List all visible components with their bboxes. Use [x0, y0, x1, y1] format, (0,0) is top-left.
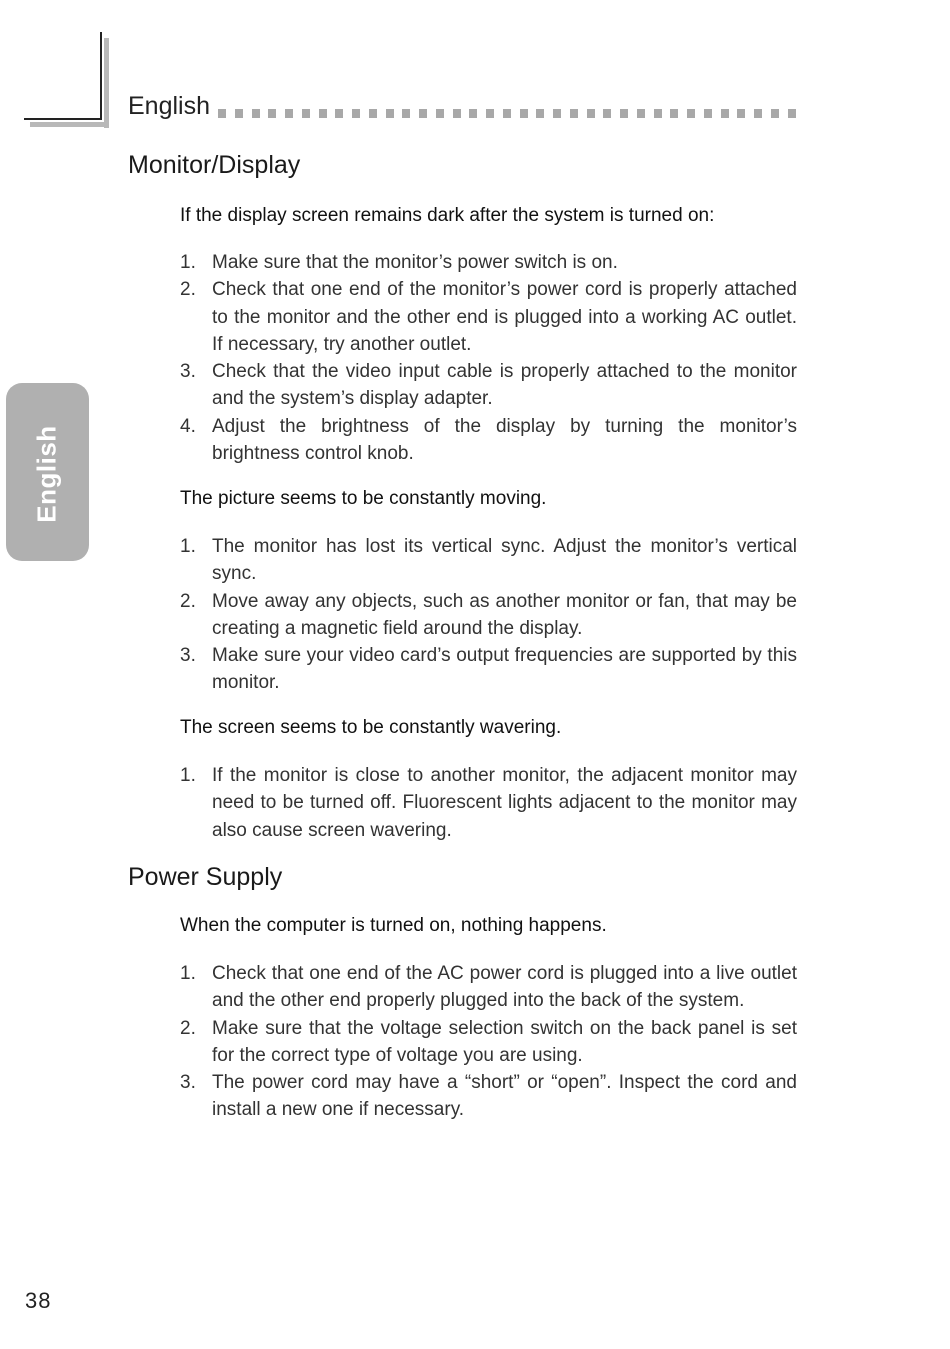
- dot: [670, 109, 678, 118]
- dot: [553, 109, 561, 118]
- list-item: [180, 358, 797, 413]
- dot: [788, 109, 796, 118]
- dot: [319, 109, 327, 118]
- item-number: 3.: [180, 645, 196, 667]
- list-item: [180, 762, 797, 844]
- list-item: [180, 960, 797, 1015]
- dot: [570, 109, 578, 118]
- steps-nothing-happens: [180, 960, 797, 1124]
- item-text: Check that the video input cable is properly attached to the monitor and the system’s display adapter.: [212, 361, 797, 410]
- dot: [453, 109, 461, 118]
- item-text: Make sure that the voltage selection switch on the back panel is set for the correct type of voltage you are using.: [212, 1017, 797, 1066]
- dot: [235, 109, 243, 118]
- dot: [252, 109, 260, 118]
- subheading-nothing-happens: When the computer is turned on, nothing happens.: [180, 915, 607, 936]
- dot: [436, 109, 444, 118]
- item-text: Check that one end of the AC power cord is plugged into a live outlet and the other end properly plugged into the back of the system.: [212, 963, 797, 1012]
- dot: [335, 109, 343, 118]
- dot: [402, 109, 410, 118]
- list-item: [180, 588, 797, 643]
- item-number: 3.: [180, 361, 196, 383]
- dot: [704, 109, 712, 118]
- dot: [302, 109, 310, 118]
- side-tab-label: English: [31, 425, 62, 523]
- item-number: 1.: [180, 252, 196, 273]
- dot: [469, 109, 477, 118]
- dot: [218, 109, 226, 118]
- dot: [419, 109, 427, 118]
- dot: [637, 109, 645, 118]
- steps-screen-wavering: [180, 762, 797, 844]
- dot: [386, 109, 394, 118]
- item-number: 2.: [180, 590, 196, 612]
- section-title-monitor-display: Monitor/Display: [128, 151, 301, 179]
- item-text: Adjust the brightness of the display by turning the monitor’s brightness control knob.: [212, 415, 797, 465]
- dot: [352, 109, 360, 118]
- dot: [771, 109, 779, 118]
- dot: [536, 109, 544, 118]
- dot: [587, 109, 595, 118]
- dot: [603, 109, 611, 118]
- dot: [620, 109, 628, 118]
- list-item: [180, 642, 797, 697]
- subheading-picture-moving: The picture seems to be constantly moving.: [180, 488, 547, 509]
- header-dotted-rule: [218, 109, 796, 118]
- steps-dark-screen: [180, 249, 797, 467]
- dot: [654, 109, 662, 118]
- item-number: 2.: [180, 279, 196, 301]
- list-item: [180, 1069, 797, 1124]
- list-item: [180, 276, 797, 358]
- item-number: 2.: [180, 1017, 196, 1039]
- item-number: 1.: [180, 963, 196, 984]
- item-number: 3.: [180, 1072, 196, 1094]
- item-text: The power cord may have a “short” or “open”. Inspect the cord and install a new one if necessary.: [212, 1072, 797, 1121]
- corner-crop-mark: [24, 32, 104, 124]
- item-text: Make sure that the monitor’s power switch is on.: [212, 252, 618, 273]
- subheading-screen-wavering: The screen seems to be constantly wavering.: [180, 717, 562, 738]
- item-text: Check that one end of the monitor’s power cord is properly attached to the monitor and the other end is plugged into a working AC outlet. If necessary, try another outlet.: [212, 279, 797, 355]
- section-title-power-supply: Power Supply: [128, 863, 283, 891]
- item-number: 1.: [180, 536, 196, 557]
- dot: [754, 109, 762, 118]
- item-number: 1.: [180, 765, 196, 786]
- dot: [687, 109, 695, 118]
- item-number: 4.: [180, 415, 196, 437]
- dot: [503, 109, 511, 118]
- item-text: Make sure your video card’s output frequencies are supported by this monitor.: [212, 645, 797, 694]
- page-number: 38: [25, 1288, 52, 1313]
- item-text: Move away any objects, such as another monitor or fan, that may be creating a magnetic field around the display.: [212, 590, 797, 639]
- steps-picture-moving: [180, 533, 797, 697]
- item-text: If the monitor is close to another monitor, the adjacent monitor may need to be turned off. Fluorescent lights adjacent to the monitor may also cause screen wavering.: [212, 765, 797, 841]
- dot: [737, 109, 745, 118]
- dot: [486, 109, 494, 118]
- list-item: [180, 1015, 797, 1070]
- dot: [268, 109, 276, 118]
- header-language-label: English: [128, 92, 210, 120]
- dot: [369, 109, 377, 118]
- dot: [285, 109, 293, 118]
- list-item: [180, 413, 797, 468]
- dot: [520, 109, 528, 118]
- item-text: The monitor has lost its vertical sync. Adjust the monitor’s vertical sync.: [212, 536, 797, 585]
- dot: [721, 109, 729, 118]
- list-item: [180, 533, 797, 588]
- list-item: [180, 249, 797, 276]
- subheading-dark-screen: If the display screen remains dark after the system is turned on:: [180, 205, 715, 226]
